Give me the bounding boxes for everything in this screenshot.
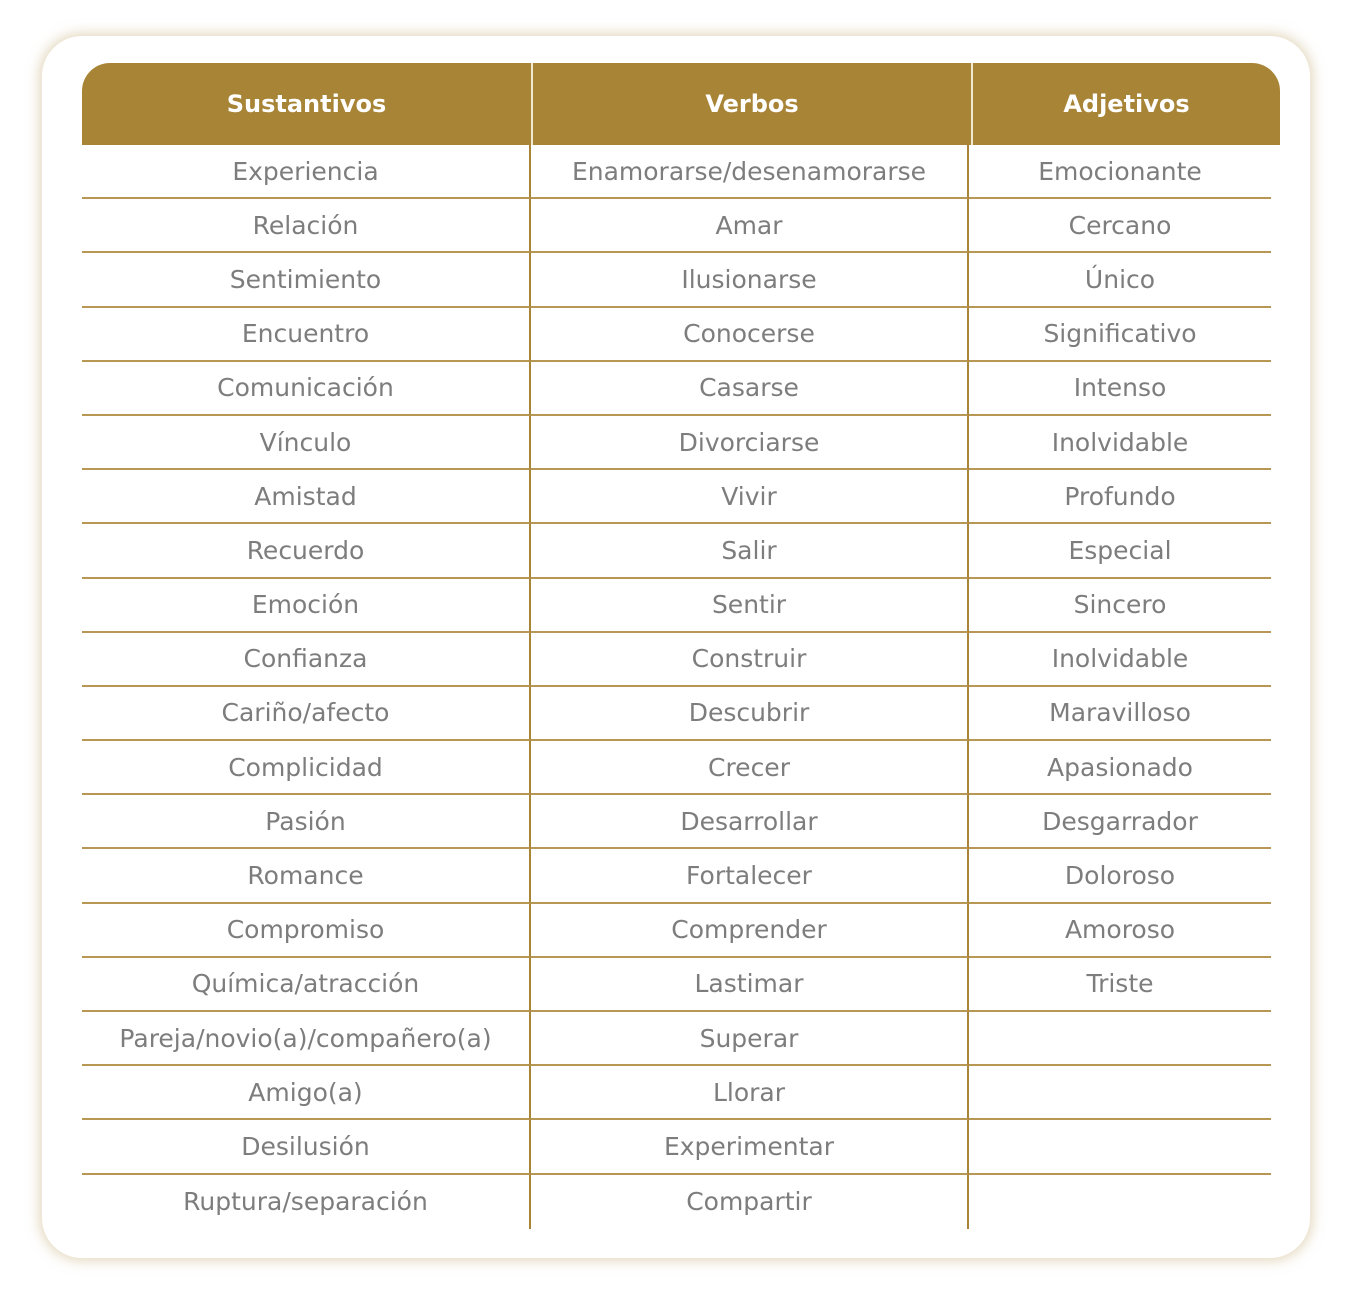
cell-verbo: Salir [531,524,969,578]
table-row [82,633,1280,687]
header-adjetivos: Adjetivos [1063,90,1190,118]
cell-adjetivo [969,1066,1271,1120]
table-row [82,416,1280,470]
header-verbos: Verbos [533,63,973,145]
cell-adjetivo: Sincero [969,579,1271,633]
table-row [82,904,1280,958]
cell-sustantivo: Cariño/afecto [82,687,531,741]
cell-sustantivo: Pareja/novio(a)/compañero(a) [82,1012,531,1066]
cell-sustantivo: Amigo(a) [82,1066,531,1120]
cell-verbo: Amar [531,199,969,253]
table-row [82,308,1280,362]
cell-sustantivo: Recuerdo [82,524,531,578]
cell-sustantivo: Sentimiento [82,253,531,307]
cell-adjetivo: Intenso [969,362,1271,416]
cell-adjetivo: Doloroso [969,849,1271,903]
cell-adjetivo: Amoroso [969,904,1271,958]
cell-verbo: Comprender [531,904,969,958]
table-row [82,362,1280,416]
cell-verbo: Fortalecer [531,849,969,903]
table-row [82,470,1280,524]
cell-verbo: Casarse [531,362,969,416]
cell-sustantivo: Pasión [82,795,531,849]
table-row [82,579,1280,633]
cell-sustantivo: Experiencia [82,145,531,199]
cell-adjetivo: Significativo [969,308,1271,362]
table-row [82,199,1280,253]
cell-adjetivo: Desgarrador [969,795,1271,849]
cell-verbo: Desarrollar [531,795,969,849]
cell-sustantivo: Química/atracción [82,958,531,1012]
cell-verbo: Experimentar [531,1120,969,1174]
table-row [82,1120,1280,1174]
cell-adjetivo [969,1175,1271,1229]
cell-sustantivo: Complicidad [82,741,531,795]
table-row [82,1175,1280,1229]
cell-adjetivo: Cercano [969,199,1271,253]
cell-adjetivo: Inolvidable [969,633,1271,687]
cell-verbo: Enamorarse/desenamorarse [531,145,969,199]
table-row [82,795,1280,849]
cell-verbo: Compartir [531,1175,969,1229]
table-row [82,253,1280,307]
table-row [82,849,1280,903]
cell-adjetivo [969,1120,1271,1174]
cell-verbo: Vivir [531,470,969,524]
cell-sustantivo: Amistad [82,470,531,524]
cell-adjetivo: Único [969,253,1271,307]
table-row [82,741,1280,795]
cell-adjetivo: Especial [969,524,1271,578]
cell-adjetivo: Triste [969,958,1271,1012]
cell-verbo: Conocerse [531,308,969,362]
table-row [82,958,1280,1012]
cell-adjetivo: Emocionante [969,145,1271,199]
header-sustantivos: Sustantivos [82,63,533,145]
cell-sustantivo: Vínculo [82,416,531,470]
cell-verbo: Lastimar [531,958,969,1012]
cell-verbo: Sentir [531,579,969,633]
cell-sustantivo: Emoción [82,579,531,633]
cell-sustantivo: Relación [82,199,531,253]
cell-adjetivo: Profundo [969,470,1271,524]
cell-sustantivo: Ruptura/separación [82,1175,531,1229]
cell-adjetivo: Inolvidable [969,416,1271,470]
cell-verbo: Ilusionarse [531,253,969,307]
cell-adjetivo: Maravilloso [969,687,1271,741]
cell-verbo: Llorar [531,1066,969,1120]
table-row [82,687,1280,741]
table-row [82,524,1280,578]
cell-sustantivo: Desilusión [82,1120,531,1174]
cell-sustantivo: Comunicación [82,362,531,416]
cell-adjetivo [969,1012,1271,1066]
cell-sustantivo: Compromiso [82,904,531,958]
cell-sustantivo: Romance [82,849,531,903]
table-header [82,63,1280,145]
table-body [82,145,1280,1229]
table-row [82,1066,1280,1120]
table-row [82,1012,1280,1066]
vocabulary-table [82,63,1280,1229]
cell-verbo: Descubrir [531,687,969,741]
cell-sustantivo: Encuentro [82,308,531,362]
cell-verbo: Divorciarse [531,416,969,470]
cell-sustantivo: Confianza [82,633,531,687]
cell-verbo: Construir [531,633,969,687]
cell-adjetivo: Apasionado [969,741,1271,795]
cell-verbo: Crecer [531,741,969,795]
table-row [82,145,1280,199]
cell-verbo: Superar [531,1012,969,1066]
